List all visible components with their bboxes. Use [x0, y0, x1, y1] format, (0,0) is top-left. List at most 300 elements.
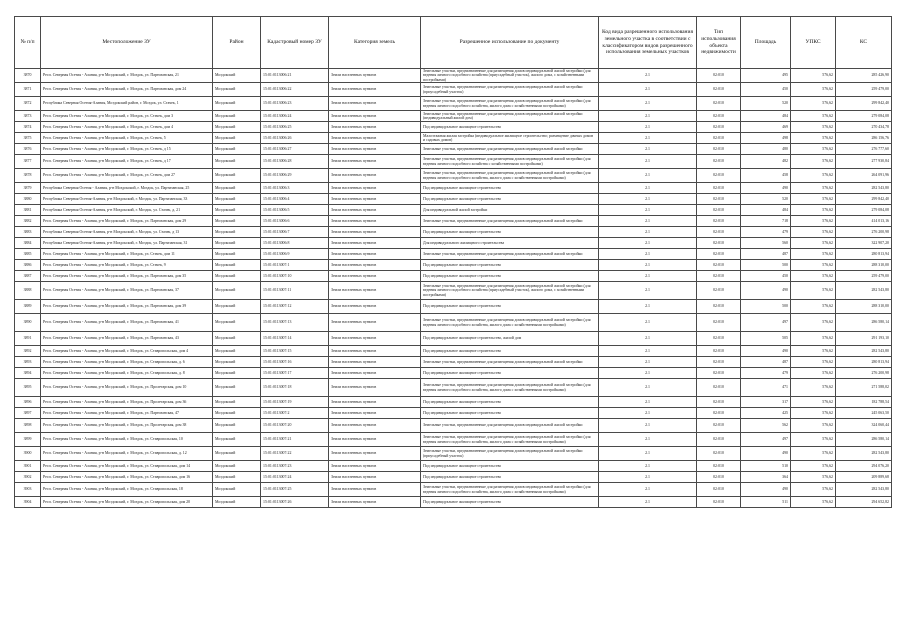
use-type-cell: 02:010: [697, 346, 741, 357]
upks-cell: 576,62: [791, 300, 836, 314]
cadastral-number-cell: 15:01:0113006:24: [261, 111, 329, 122]
row-number: 3871: [15, 83, 41, 97]
location-cell: Республика Северная Осетия-Алания, р-н Моздокский, г. Моздок, ул. Партизанская, 31: [41, 238, 213, 249]
area-cell: 487: [741, 357, 791, 368]
use-type-cell: 02:010: [697, 497, 741, 508]
use-code-cell: 2.1: [599, 83, 697, 97]
use-code-cell: 2.1: [599, 133, 697, 144]
location-cell: Респ. Северная Осетия - Алания, р-н Моздокский, г. Моздок, ул. Ставропольская, д. 12: [41, 447, 213, 461]
area-cell: 425: [741, 408, 791, 419]
use-code-cell: 2.1: [599, 472, 697, 483]
area-cell: 490: [741, 282, 791, 300]
row-number: 3876: [15, 144, 41, 155]
land-category-cell: Земли населенных пунктов: [329, 183, 421, 194]
land-category-cell: Земли населенных пунктов: [329, 408, 421, 419]
land-category-cell: Земли населенных пунктов: [329, 357, 421, 368]
cadastral-number-cell: 15:01:0113006:26: [261, 133, 329, 144]
district-cell: Моздокский: [213, 461, 261, 472]
permitted-use-cell: Земельные участки, предназначенные для размещения домов индивидуальной жилой застройки: [421, 144, 599, 155]
ks-cell: 209 889,68: [836, 472, 892, 483]
row-number: 3893: [15, 357, 41, 368]
area-cell: 562: [741, 419, 791, 433]
permitted-use-cell: Для индивидуального жилищного строительства: [421, 238, 599, 249]
use-code-cell: 2.1: [599, 483, 697, 497]
use-type-cell: 02:010: [697, 133, 741, 144]
permitted-use-cell: Под индивидуальное жилищное строительство: [421, 183, 599, 194]
row-number: 3897: [15, 408, 41, 419]
ks-cell: 264 091,96: [836, 169, 892, 183]
row-number: 3887: [15, 271, 41, 282]
cadastral-number-cell: 15:01:0113006:22: [261, 83, 329, 97]
use-type-cell: 02:010: [697, 397, 741, 408]
use-code-cell: 2.1: [599, 69, 697, 83]
cadastral-number-cell: 15:01:0113006:8: [261, 238, 329, 249]
col-header-land-category: Категория земель: [329, 17, 421, 69]
upks-cell: 576,62: [791, 271, 836, 282]
district-cell: Моздокский: [213, 183, 261, 194]
permitted-use-cell: Под индивидуальное жилищное строительство: [421, 368, 599, 379]
ks-cell: 271 588,02: [836, 379, 892, 397]
upks-cell: 576,62: [791, 69, 836, 83]
permitted-use-cell: Земельные участки, предназначенные для размещения домов индивидуальной жилой застройки (для ведения личного подсобного хозяйства, жилого дома с хозяйственными постройками): [421, 169, 599, 183]
location-cell: Респ. Северная Осетия - Алания, р-н Моздокский, г. Моздок, ул. Партизанская, 21: [41, 69, 213, 83]
col-header-number: № п/п: [15, 17, 41, 69]
land-category-cell: Земли населенных пунктов: [329, 83, 421, 97]
cadastral-number-cell: 15:01:0113006:28: [261, 155, 329, 169]
ks-cell: 291 193,10: [836, 332, 892, 346]
table-row: [15, 357, 892, 368]
ks-cell: 182 788,54: [836, 397, 892, 408]
table-row: [15, 447, 892, 461]
land-category-cell: Земли населенных пунктов: [329, 194, 421, 205]
table-row: [15, 397, 892, 408]
district-cell: Моздокский: [213, 194, 261, 205]
table-row: [15, 83, 892, 97]
use-code-cell: 2.1: [599, 111, 697, 122]
location-cell: Респ. Северная Осетия - Алания, р-н Моздокский, г. Моздок, ул. Ставропольская, дом 16: [41, 472, 213, 483]
use-type-cell: 02:010: [697, 419, 741, 433]
use-type-cell: 02:010: [697, 282, 741, 300]
row-number: 3875: [15, 133, 41, 144]
row-number: 3900: [15, 447, 41, 461]
table-row: [15, 408, 892, 419]
ks-cell: 279 084,08: [836, 205, 892, 216]
upks-cell: 576,62: [791, 433, 836, 447]
land-category-cell: Земли населенных пунктов: [329, 314, 421, 332]
district-cell: Моздокский: [213, 69, 261, 83]
land-category-cell: Земли населенных пунктов: [329, 433, 421, 447]
area-cell: 450: [741, 83, 791, 97]
location-cell: Республика Северная Осетия-Алания, р-н Моздокский, г. Моздок, ул. Стачек, д. 21: [41, 205, 213, 216]
use-type-cell: 02:010: [697, 205, 741, 216]
area-cell: 495: [741, 69, 791, 83]
cadastral-number-cell: 15:01:0113006:3: [261, 183, 329, 194]
upks-cell: 576,62: [791, 122, 836, 133]
use-type-cell: 02:010: [697, 483, 741, 497]
permitted-use-cell: Земельные участки, предназначенные для размещения домов индивидуальной жилой застройки: [421, 249, 599, 260]
ks-cell: 294 652,82: [836, 497, 892, 508]
area-cell: 479: [741, 227, 791, 238]
area-cell: 484: [741, 205, 791, 216]
upks-cell: 576,62: [791, 419, 836, 433]
use-code-cell: 2.1: [599, 155, 697, 169]
use-code-cell: 2.1: [599, 260, 697, 271]
district-cell: Моздокский: [213, 332, 261, 346]
land-category-cell: Земли населенных пунктов: [329, 282, 421, 300]
use-code-cell: 2.1: [599, 249, 697, 260]
use-type-cell: 02:010: [697, 271, 741, 282]
district-cell: Моздокский: [213, 346, 261, 357]
permitted-use-cell: Земельные участки, предназначенные для размещения домов индивидуальной жилой застройки (для ведения личного подсобного хозяйства, жилого дома с хозяйственными постройками): [421, 433, 599, 447]
location-cell: Респ. Северная Осетия - Алания, р-н Моздокский, г. Моздок, ул. Стачек, дом 3: [41, 111, 213, 122]
use-code-cell: 2.1: [599, 433, 697, 447]
upks-cell: 576,62: [791, 133, 836, 144]
row-number: 3882: [15, 216, 41, 227]
upks-cell: 576,62: [791, 447, 836, 461]
land-category-cell: Земли населенных пунктов: [329, 155, 421, 169]
use-code-cell: 2.1: [599, 397, 697, 408]
location-cell: Респ. Северная Осетия - Алания, р-н Моздокский, г. Моздок, ул. Стачек, д 17: [41, 155, 213, 169]
area-cell: 469: [741, 122, 791, 133]
table-row: [15, 97, 892, 111]
ks-cell: 285 426,90: [836, 69, 892, 83]
row-number: 3870: [15, 69, 41, 83]
land-category-cell: Земли населенных пунктов: [329, 249, 421, 260]
location-cell: Респ. Северная Осетия - Алания, р-н Моздокский, г. Моздок, ул. Ставропольская, д. 8: [41, 368, 213, 379]
ks-cell: 270 434,78: [836, 122, 892, 133]
table-row: [15, 282, 892, 300]
use-type-cell: 02:010: [697, 97, 741, 111]
permitted-use-cell: Под индивидуальное жилищное строительство: [421, 461, 599, 472]
district-cell: Моздокский: [213, 408, 261, 419]
upks-cell: 576,62: [791, 332, 836, 346]
area-cell: 511: [741, 497, 791, 508]
area-cell: 718: [741, 216, 791, 227]
row-number: 3883: [15, 227, 41, 238]
area-cell: 458: [741, 169, 791, 183]
area-cell: 490: [741, 447, 791, 461]
use-code-cell: 2.1: [599, 314, 697, 332]
use-type-cell: 02:010: [697, 447, 741, 461]
district-cell: Моздокский: [213, 433, 261, 447]
use-type-cell: 02:010: [697, 122, 741, 133]
district-cell: Моздокский: [213, 368, 261, 379]
row-number: 3904: [15, 497, 41, 508]
row-number: 3885: [15, 249, 41, 260]
table-row: [15, 133, 892, 144]
col-header-area: Площадь: [741, 17, 791, 69]
use-type-cell: 02:010: [697, 227, 741, 238]
district-cell: Моздокский: [213, 314, 261, 332]
permitted-use-cell: Под индивидуальное жилищное строительство: [421, 408, 599, 419]
upks-cell: 576,62: [791, 111, 836, 122]
area-cell: 497: [741, 314, 791, 332]
area-cell: 479: [741, 368, 791, 379]
district-cell: Моздокский: [213, 97, 261, 111]
table-row: [15, 122, 892, 133]
use-code-cell: 2.1: [599, 447, 697, 461]
use-type-cell: 02:010: [697, 111, 741, 122]
land-category-cell: Земли населенных пунктов: [329, 238, 421, 249]
permitted-use-cell: Под индивидуальное жилищное строительство: [421, 300, 599, 314]
district-cell: Моздокский: [213, 357, 261, 368]
ks-cell: 282 543,80: [836, 346, 892, 357]
cadastral-number-cell: 15:01:0113006:4: [261, 194, 329, 205]
land-category-cell: Земли населенных пунктов: [329, 260, 421, 271]
upks-cell: 576,62: [791, 205, 836, 216]
table-row: [15, 433, 892, 447]
district-cell: Моздокский: [213, 83, 261, 97]
ks-cell: 259 479,00: [836, 83, 892, 97]
cadastral-number-cell: 15:01:0113007:18: [261, 379, 329, 397]
location-cell: Респ. Северная Осетия - Алания, р-н Моздокский, г. Моздок, ул. Ставропольская, д. 6: [41, 357, 213, 368]
ks-cell: 276 200,98: [836, 368, 892, 379]
table-row: [15, 368, 892, 379]
land-category-cell: Земли населенных пунктов: [329, 332, 421, 346]
cadastral-number-cell: 15:01:0113007:2: [261, 408, 329, 419]
table-row: [15, 461, 892, 472]
location-cell: Респ. Северная Осетия - Алания, р-н Моздокский, г. Моздок, ул. Стачек, д 15: [41, 144, 213, 155]
table-row: [15, 300, 892, 314]
row-number: 3901: [15, 461, 41, 472]
cadastral-number-cell: 15:01:0113007:10: [261, 271, 329, 282]
row-number: 3899: [15, 433, 41, 447]
row-number: 3872: [15, 97, 41, 111]
use-code-cell: 2.1: [599, 205, 697, 216]
col-header-cadastral-number: Кадастровый номер ЗУ: [261, 17, 329, 69]
district-cell: Моздокский: [213, 155, 261, 169]
permitted-use-cell: Под индивидуальное жилищное строительство: [421, 271, 599, 282]
permitted-use-cell: Под индивидуальное жилищное строительство: [421, 227, 599, 238]
ks-cell: 282 543,80: [836, 483, 892, 497]
permitted-use-cell: Под индивидуальное жилищное строительство: [421, 497, 599, 508]
permitted-use-cell: Земельные участки, предназначенные для размещения домов индивидуальной жилой застройки (для ведения личного подсобного хозяйства с хозяйственными постройками): [421, 155, 599, 169]
row-number: 3890: [15, 314, 41, 332]
upks-cell: 576,62: [791, 216, 836, 227]
upks-cell: 576,62: [791, 368, 836, 379]
land-category-cell: Земли населенных пунктов: [329, 69, 421, 83]
location-cell: Респ. Северная Осетия - Алания, р-н Моздокский, г. Моздок, ул. Партизанская, дом 24: [41, 83, 213, 97]
row-number: 3888: [15, 282, 41, 300]
use-code-cell: 2.1: [599, 497, 697, 508]
use-type-cell: 02:010: [697, 216, 741, 227]
permitted-use-cell: Земельные участки, предназначенные для размещения домов индивидуальной жилой застройки (приусадебный участок): [421, 447, 599, 461]
location-cell: Респ. Северная Осетия - Алания, р-н Моздокский, г. Моздок, ул. Партизанская, дом 29: [41, 216, 213, 227]
upks-cell: 576,62: [791, 483, 836, 497]
cadastral-number-cell: 15:01:0113007:1: [261, 260, 329, 271]
upks-cell: 576,62: [791, 194, 836, 205]
permitted-use-cell: Земельные участки, предназначенные для размещения домов индивидуальной жилой застройки: [421, 216, 599, 227]
upks-cell: 576,62: [791, 346, 836, 357]
row-number: 3873: [15, 111, 41, 122]
cadastral-number-cell: 15:01:0113007:16: [261, 357, 329, 368]
row-number: 3895: [15, 379, 41, 397]
land-category-cell: Земли населенных пунктов: [329, 483, 421, 497]
use-code-cell: 2.1: [599, 419, 697, 433]
district-cell: Моздокский: [213, 111, 261, 122]
area-cell: 317: [741, 397, 791, 408]
area-cell: 490: [741, 483, 791, 497]
table-row: [15, 249, 892, 260]
district-cell: Моздокский: [213, 216, 261, 227]
district-cell: Моздокский: [213, 447, 261, 461]
district-cell: Моздокский: [213, 249, 261, 260]
row-number: 3902: [15, 472, 41, 483]
ks-cell: 276 200,98: [836, 227, 892, 238]
upks-cell: 576,62: [791, 83, 836, 97]
table-row: [15, 346, 892, 357]
location-cell: Респ. Северная Осетия - Алания, р-н Моздокский, г. Моздок, ул. Партизанская, 37: [41, 282, 213, 300]
use-code-cell: 2.1: [599, 461, 697, 472]
permitted-use-cell: Под индивидуальное жилищное строительство: [421, 397, 599, 408]
cadastral-number-cell: 15:01:0113007:22: [261, 447, 329, 461]
upks-cell: 576,62: [791, 397, 836, 408]
use-type-cell: 02:010: [697, 194, 741, 205]
ks-cell: 286 580,14: [836, 433, 892, 447]
ks-cell: 279 084,08: [836, 111, 892, 122]
use-type-cell: 02:010: [697, 357, 741, 368]
table-row: [15, 332, 892, 346]
row-number: 3886: [15, 260, 41, 271]
cadastral-number-cell: 15:01:0113006:25: [261, 122, 329, 133]
ks-cell: 322 907,20: [836, 238, 892, 249]
district-cell: Моздокский: [213, 238, 261, 249]
col-header-use-type: Тип использования объекта недвижимости: [697, 17, 741, 69]
use-type-cell: 02:010: [697, 169, 741, 183]
location-cell: Респ. Северная Осетия - Алания, р-н Моздокский, г. Моздок, ул. Пролетарская, дом 38: [41, 419, 213, 433]
land-category-cell: Земли населенных пунктов: [329, 111, 421, 122]
use-code-cell: 2.1: [599, 144, 697, 155]
use-type-cell: 02:010: [697, 368, 741, 379]
cadastral-number-cell: 15:01:0113007:26: [261, 497, 329, 508]
location-cell: Республика Северная Осетия - Алания, р-н Моздокский, г. Моздок, ул. Партизанская, 25: [41, 183, 213, 194]
location-cell: Респ. Северная Осетия - Алания, р-н Моздокский, г. Моздок, ул. Партизанская, 41: [41, 314, 213, 332]
ks-cell: 286 580,14: [836, 314, 892, 332]
use-code-cell: 2.1: [599, 346, 697, 357]
use-type-cell: 02:010: [697, 83, 741, 97]
upks-cell: 576,62: [791, 357, 836, 368]
area-cell: 520: [741, 97, 791, 111]
area-cell: 500: [741, 260, 791, 271]
district-cell: Моздокский: [213, 483, 261, 497]
upks-cell: 576,62: [791, 461, 836, 472]
permitted-use-cell: Под индивидуальное жилищное строительство: [421, 122, 599, 133]
cadastral-number-cell: 15:01:0113006:29: [261, 169, 329, 183]
table-header-row: [15, 17, 892, 69]
land-category-cell: Земли населенных пунктов: [329, 368, 421, 379]
cadastral-number-cell: 15:01:0113006:27: [261, 144, 329, 155]
district-cell: Моздокский: [213, 397, 261, 408]
ks-cell: 276 777,60: [836, 144, 892, 155]
upks-cell: 576,62: [791, 183, 836, 194]
upks-cell: 576,62: [791, 260, 836, 271]
cadastral-number-cell: 15:01:0113006:21: [261, 69, 329, 83]
use-code-cell: 2.1: [599, 379, 697, 397]
cadastral-number-cell: 15:01:0113007:17: [261, 368, 329, 379]
location-cell: Респ. Северная Осетия - Алания, р-н Моздокский, г. Моздок, ул. Пролетарская, дом 36: [41, 397, 213, 408]
col-header-permitted-use: Разрешенное использование по документу: [421, 17, 599, 69]
cadastral-number-cell: 15:01:0113007:12: [261, 300, 329, 314]
location-cell: Респ. Северная Осетия - Алания, р-н Моздокский, г. Моздок, ул. Ставропольская, 10: [41, 433, 213, 447]
row-number: 3892: [15, 346, 41, 357]
land-category-cell: Земли населенных пунктов: [329, 122, 421, 133]
upks-cell: 576,62: [791, 97, 836, 111]
district-cell: Моздокский: [213, 169, 261, 183]
cadastral-number-cell: 15:01:0113007:24: [261, 472, 329, 483]
use-code-cell: 2.1: [599, 282, 697, 300]
land-category-cell: Земли населенных пунктов: [329, 271, 421, 282]
permitted-use-cell: Земельные участки, предназначенные для размещения домов индивидуальной жилой застройки (для ведения личного подсобного хозяйства, жилого дома с хозяйственными постройками): [421, 379, 599, 397]
permitted-use-cell: Земельные участки, предназначенные для размещения домов индивидуальной жилой застройки (приусадебный участок): [421, 83, 599, 97]
use-code-cell: 2.1: [599, 183, 697, 194]
ks-cell: 282 543,80: [836, 447, 892, 461]
area-cell: 500: [741, 300, 791, 314]
area-cell: 490: [741, 183, 791, 194]
permitted-use-cell: Под индивидуальное жилищное строительство: [421, 194, 599, 205]
area-cell: 520: [741, 194, 791, 205]
use-type-cell: 02:010: [697, 238, 741, 249]
permitted-use-cell: Под индивидуальное жилищное строительство: [421, 260, 599, 271]
table-row: [15, 216, 892, 227]
land-category-cell: Земли населенных пунктов: [329, 300, 421, 314]
area-cell: 490: [741, 346, 791, 357]
land-category-cell: Земли населенных пунктов: [329, 227, 421, 238]
use-code-cell: 2.1: [599, 271, 697, 282]
row-number: 3894: [15, 368, 41, 379]
row-number: 3880: [15, 194, 41, 205]
use-type-cell: 02:010: [697, 379, 741, 397]
cadastral-number-cell: 15:01:0113007:15: [261, 346, 329, 357]
row-number: 3903: [15, 483, 41, 497]
location-cell: Респ. Северная Осетия - Алания, р-н Моздокский, г. Моздок, ул. Ставропольская, дом 4: [41, 346, 213, 357]
cadastral-number-cell: 15:01:0113006:9: [261, 249, 329, 260]
land-category-cell: Земли населенных пунктов: [329, 461, 421, 472]
district-cell: Моздокский: [213, 379, 261, 397]
permitted-use-cell: Под индивидуальное жилищное строительство: [421, 346, 599, 357]
row-number: 3891: [15, 332, 41, 346]
location-cell: Респ. Северная Осетия - Алания, р-н Моздокский, г. Моздок, ул. Стачек, дом 4: [41, 122, 213, 133]
use-type-cell: 02:010: [697, 183, 741, 194]
cadastral-number-cell: 15:01:0113007:25: [261, 483, 329, 497]
ks-cell: 288 310,00: [836, 260, 892, 271]
permitted-use-cell: Для индивидуальной жилой застройки: [421, 205, 599, 216]
area-cell: 498: [741, 133, 791, 144]
row-number: 3889: [15, 300, 41, 314]
use-type-cell: 02:010: [697, 332, 741, 346]
table-row: [15, 497, 892, 508]
upks-cell: 576,62: [791, 282, 836, 300]
land-category-cell: Земли населенных пунктов: [329, 205, 421, 216]
use-type-cell: 02:010: [697, 314, 741, 332]
land-category-cell: Земли населенных пунктов: [329, 97, 421, 111]
permitted-use-cell: Земельные участки, предназначенные для размещения домов индивидуальной жилой застройки (для ведения личного подсобного хозяйства, жилого дома с хозяйственными постройками): [421, 97, 599, 111]
area-cell: 484: [741, 111, 791, 122]
upks-cell: 576,62: [791, 314, 836, 332]
table-row: [15, 194, 892, 205]
permitted-use-cell: Земельные участки, предназначенные для размещения домов индивидуальной жилой застройки (для ведения личного подсобного хозяйства, жилого дома с хозяйственными постройками): [421, 314, 599, 332]
area-cell: 505: [741, 332, 791, 346]
land-category-cell: Земли населенных пунктов: [329, 419, 421, 433]
district-cell: Моздокский: [213, 472, 261, 483]
location-cell: Респ. Северная Осетия - Алания, р-н Моздокский, г. Моздок, ул. Стачек, дом 27: [41, 169, 213, 183]
upks-cell: 576,62: [791, 227, 836, 238]
ks-cell: 299 842,40: [836, 97, 892, 111]
location-cell: Респ. Северная Осетия - Алания, р-н Моздокский, г. Моздок, ул. Пролетарская, дом 10: [41, 379, 213, 397]
row-number: 3874: [15, 122, 41, 133]
location-cell: Республика Северная Осетия-Алания, р-н Моздокский, г. Моздок, ул. Стачек, д 13: [41, 227, 213, 238]
row-number: 3896: [15, 397, 41, 408]
use-type-cell: 02:010: [697, 260, 741, 271]
